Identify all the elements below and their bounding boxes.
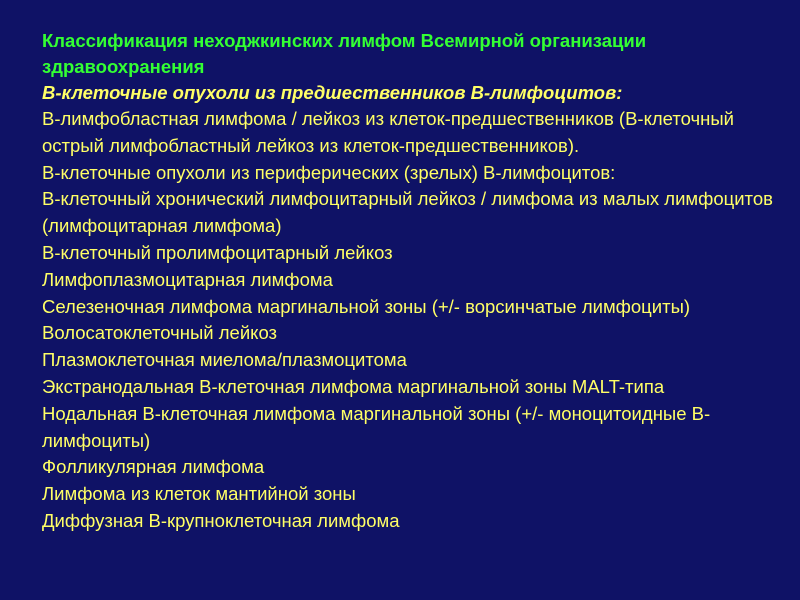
list-item: Лимфоплазмоцитарная лимфома xyxy=(42,268,333,290)
list-item: Экстранодальная В-клеточная лимфома маргинальной зоны MALT-типа xyxy=(42,375,665,397)
list-item: Селезеночная лимфома маргинальной зоны (+/- ворсинчатые лимфоциты) xyxy=(42,295,691,317)
list-item: В-клеточный хронический лимфоцитарный лейкоз / лимфома из малых лимфоцитов (лимфоцитарная лимфома) xyxy=(42,188,773,237)
slide-content xyxy=(42,28,777,600)
list-item: Диффузная В-крупноклеточная лимфома xyxy=(42,509,400,531)
slide-title: Классификация неходжкинских лимфом Всемирной организации здравоохранения xyxy=(42,30,647,77)
list-item: В-клеточные опухоли из периферических (зрелых) В-лимфоцитов: xyxy=(42,161,616,183)
list-item: Фолликулярная лимфома xyxy=(42,456,265,478)
list-item: Волосатоклеточный лейкоз xyxy=(42,322,278,344)
list-item: Плазмоклеточная миелома/плазмоцитома xyxy=(42,349,407,371)
list-item: В-клеточный пролимфоцитарный лейкоз xyxy=(42,241,393,263)
list-item: Нодальная В-клеточная лимфома маргинальной зоны (+/- моноцитоидные В- лимфоциты) xyxy=(42,402,711,451)
list-item: Лимфома из клеток мантийной зоны xyxy=(42,483,356,505)
slide-subtitle: В-клеточные опухоли из предшественников В-лимфоцитов: xyxy=(42,82,623,103)
list-item: В-лимфобластная лимфома / лейкоз из клеток-предшественников (В-клеточный острый лимфобластный лейкоз из клеток-предшественников). xyxy=(42,108,734,156)
